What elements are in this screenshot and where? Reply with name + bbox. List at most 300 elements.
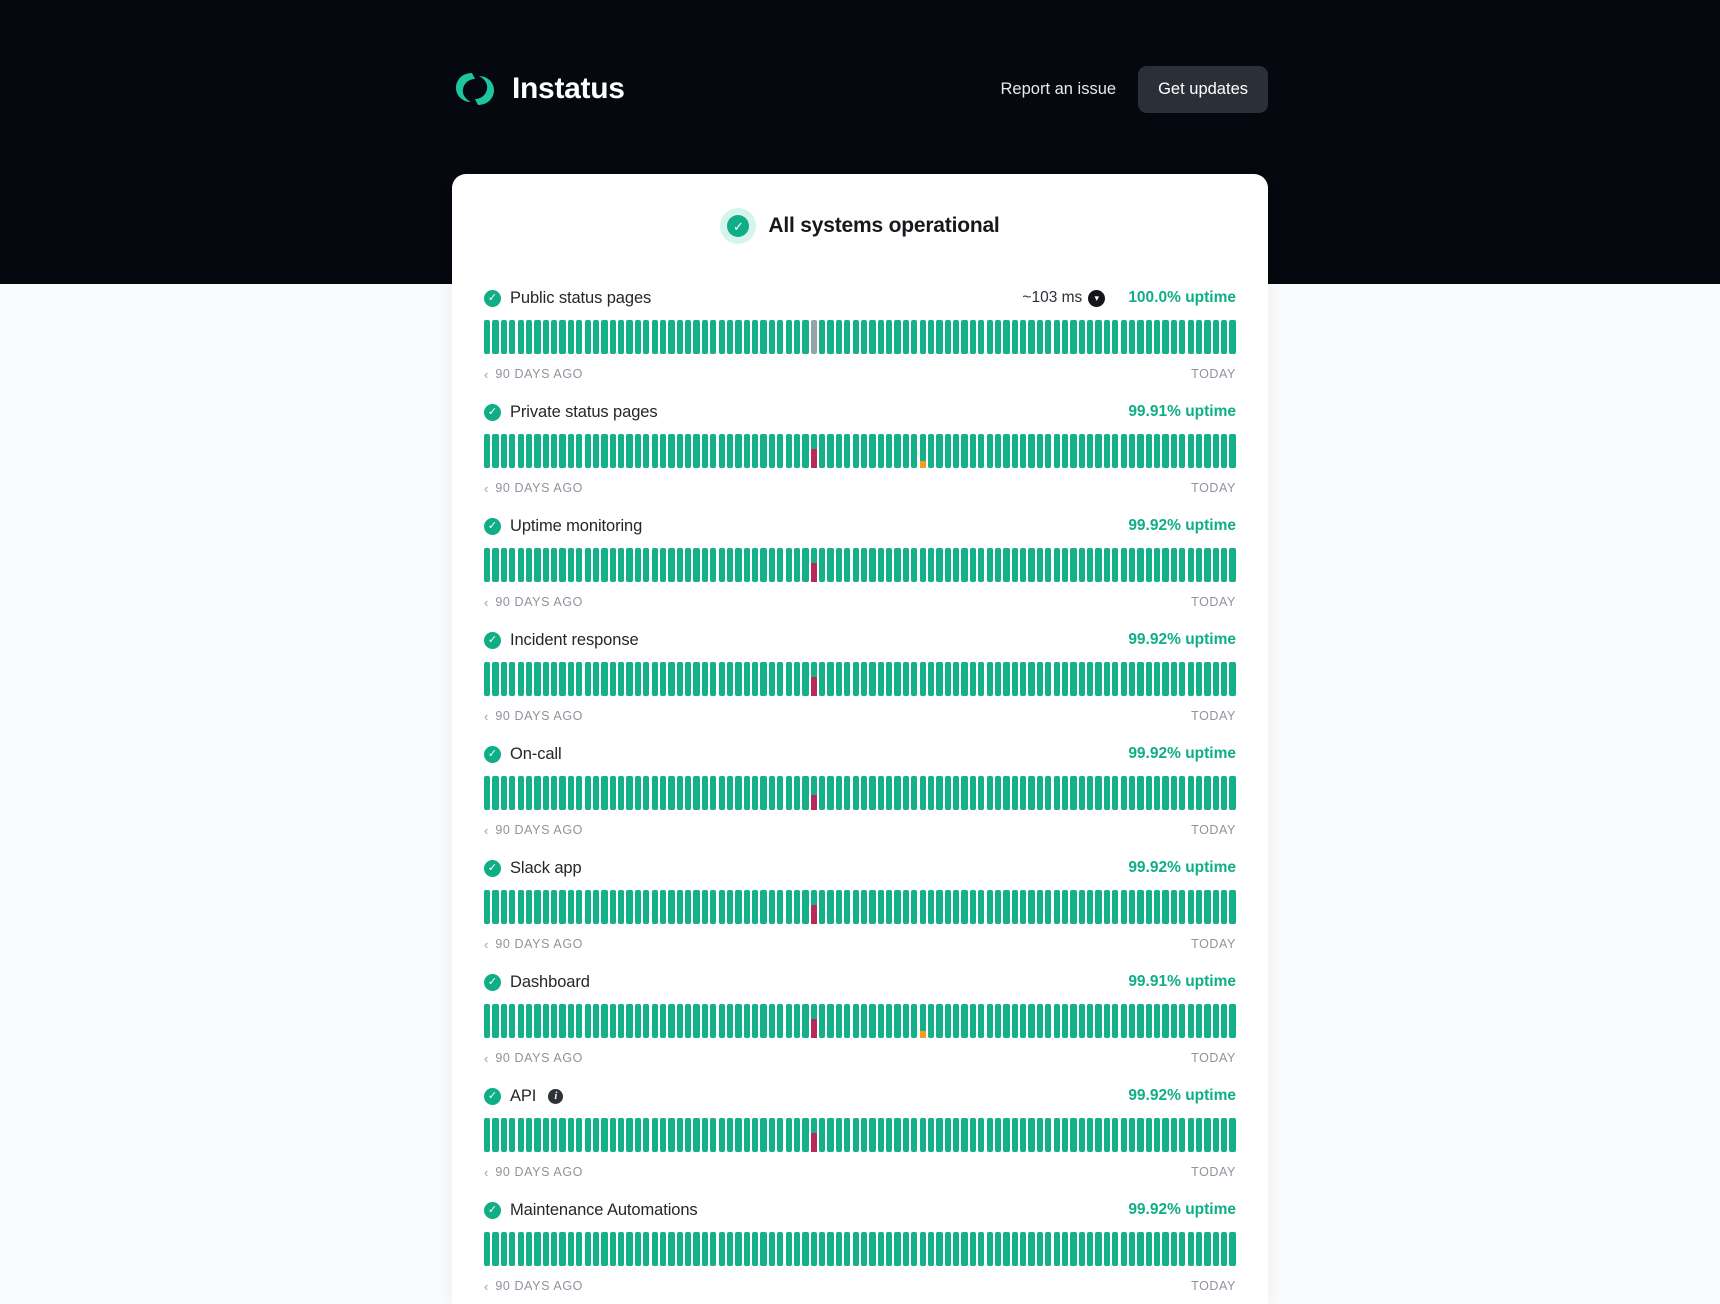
uptime-bar[interactable] <box>1213 1232 1219 1266</box>
uptime-bar[interactable] <box>961 1232 967 1266</box>
uptime-bar[interactable] <box>719 662 725 696</box>
uptime-bar[interactable] <box>1062 662 1068 696</box>
uptime-bar[interactable] <box>652 662 658 696</box>
uptime-bar[interactable] <box>1146 548 1152 582</box>
uptime-bar[interactable] <box>802 320 808 354</box>
uptime-bar[interactable] <box>978 320 984 354</box>
uptime-bar[interactable] <box>693 434 699 468</box>
uptime-bar[interactable] <box>568 1004 574 1038</box>
uptime-bar[interactable] <box>1221 320 1227 354</box>
uptime-bar[interactable] <box>1204 434 1210 468</box>
uptime-bar[interactable] <box>719 776 725 810</box>
uptime-bar[interactable] <box>1079 548 1085 582</box>
uptime-bar[interactable] <box>1028 776 1034 810</box>
uptime-bar[interactable] <box>1062 1004 1068 1038</box>
uptime-bar[interactable] <box>928 1118 934 1152</box>
uptime-bar[interactable] <box>811 890 817 924</box>
uptime-bar[interactable] <box>1028 320 1034 354</box>
uptime-bar[interactable] <box>1079 662 1085 696</box>
uptime-bar[interactable] <box>853 662 859 696</box>
uptime-bar[interactable] <box>593 776 599 810</box>
uptime-bar[interactable] <box>777 1118 783 1152</box>
uptime-bar[interactable] <box>1054 1004 1060 1038</box>
uptime-bar[interactable] <box>1221 1004 1227 1038</box>
uptime-bar[interactable] <box>869 548 875 582</box>
uptime-bar[interactable] <box>769 776 775 810</box>
uptime-bar[interactable] <box>585 1118 591 1152</box>
uptime-bar[interactable] <box>693 662 699 696</box>
uptime-bar[interactable] <box>811 548 817 582</box>
uptime-bar[interactable] <box>1070 662 1076 696</box>
uptime-bar[interactable] <box>484 662 490 696</box>
uptime-bar[interactable] <box>744 776 750 810</box>
uptime-bar[interactable] <box>1204 1118 1210 1152</box>
uptime-bar[interactable] <box>836 776 842 810</box>
uptime-bar[interactable] <box>501 1004 507 1038</box>
uptime-bar[interactable] <box>827 1118 833 1152</box>
uptime-bar[interactable] <box>953 1232 959 1266</box>
uptime-bar[interactable] <box>719 434 725 468</box>
uptime-bar[interactable] <box>936 434 942 468</box>
uptime-bar[interactable] <box>1179 1118 1185 1152</box>
uptime-bar[interactable] <box>727 548 733 582</box>
uptime-bar[interactable] <box>894 1004 900 1038</box>
uptime-bar[interactable] <box>702 320 708 354</box>
uptime-bar[interactable] <box>1087 776 1093 810</box>
uptime-bar[interactable] <box>987 1232 993 1266</box>
uptime-bar[interactable] <box>492 1118 498 1152</box>
chevron-left-icon[interactable]: ‹ <box>484 366 489 382</box>
uptime-bar[interactable] <box>869 1004 875 1038</box>
uptime-bar[interactable] <box>585 548 591 582</box>
uptime-bar[interactable] <box>1229 1118 1235 1152</box>
uptime-bar[interactable] <box>1213 548 1219 582</box>
uptime-bar[interactable] <box>953 320 959 354</box>
uptime-bar[interactable] <box>853 1004 859 1038</box>
uptime-bar[interactable] <box>1054 1118 1060 1152</box>
uptime-bar[interactable] <box>492 320 498 354</box>
uptime-bar[interactable] <box>652 1004 658 1038</box>
uptime-bar[interactable] <box>610 1004 616 1038</box>
uptime-bar[interactable] <box>995 1232 1001 1266</box>
uptime-bar[interactable] <box>1188 548 1194 582</box>
uptime-bar[interactable] <box>551 320 557 354</box>
uptime-bar[interactable] <box>710 1118 716 1152</box>
uptime-bar[interactable] <box>585 1004 591 1038</box>
uptime-bar[interactable] <box>501 434 507 468</box>
uptime-bar[interactable] <box>568 320 574 354</box>
uptime-bar[interactable] <box>920 890 926 924</box>
uptime-bar[interactable] <box>920 662 926 696</box>
uptime-bar[interactable] <box>710 662 716 696</box>
uptime-bar[interactable] <box>886 320 892 354</box>
uptime-bar[interactable] <box>1229 548 1235 582</box>
uptime-bar[interactable] <box>1154 1004 1160 1038</box>
uptime-bar[interactable] <box>760 1004 766 1038</box>
uptime-bar[interactable] <box>1179 320 1185 354</box>
uptime-bar[interactable] <box>1070 1232 1076 1266</box>
uptime-bar[interactable] <box>1062 320 1068 354</box>
uptime-bar[interactable] <box>936 776 942 810</box>
uptime-bar[interactable] <box>945 434 951 468</box>
uptime-bar[interactable] <box>903 434 909 468</box>
uptime-bar[interactable] <box>501 1118 507 1152</box>
uptime-bar[interactable] <box>802 548 808 582</box>
uptime-bar[interactable] <box>752 320 758 354</box>
uptime-bar[interactable] <box>827 1004 833 1038</box>
uptime-bar[interactable] <box>1154 776 1160 810</box>
uptime-bar[interactable] <box>945 662 951 696</box>
uptime-bar[interactable] <box>1003 662 1009 696</box>
uptime-bar[interactable] <box>1188 662 1194 696</box>
uptime-bar[interactable] <box>702 662 708 696</box>
uptime-bar[interactable] <box>1054 548 1060 582</box>
uptime-bar[interactable] <box>559 320 565 354</box>
uptime-bar[interactable] <box>786 662 792 696</box>
uptime-bar[interactable] <box>802 1118 808 1152</box>
chevron-down-icon[interactable]: ▾ <box>1088 290 1105 307</box>
uptime-bar[interactable] <box>660 890 666 924</box>
uptime-bar[interactable] <box>1121 1004 1127 1038</box>
uptime-bar[interactable] <box>878 548 884 582</box>
uptime-bar[interactable] <box>811 320 817 354</box>
uptime-bar[interactable] <box>551 548 557 582</box>
uptime-bar[interactable] <box>961 548 967 582</box>
uptime-bar[interactable] <box>710 1004 716 1038</box>
uptime-bar[interactable] <box>769 548 775 582</box>
uptime-bar[interactable] <box>1146 1232 1152 1266</box>
uptime-bar[interactable] <box>886 662 892 696</box>
uptime-bar[interactable] <box>492 548 498 582</box>
uptime-bar[interactable] <box>802 662 808 696</box>
uptime-bar[interactable] <box>920 1232 926 1266</box>
uptime-bar[interactable] <box>970 434 976 468</box>
uptime-bar[interactable] <box>710 320 716 354</box>
uptime-bar[interactable] <box>593 1118 599 1152</box>
uptime-bar[interactable] <box>995 548 1001 582</box>
uptime-bar[interactable] <box>601 320 607 354</box>
uptime-bar[interactable] <box>1121 434 1127 468</box>
uptime-bar[interactable] <box>1196 1232 1202 1266</box>
uptime-bar[interactable] <box>1045 890 1051 924</box>
uptime-bar[interactable] <box>1121 776 1127 810</box>
uptime-bar[interactable] <box>987 890 993 924</box>
uptime-bar[interactable] <box>719 890 725 924</box>
uptime-bar[interactable] <box>894 1232 900 1266</box>
uptime-bar[interactable] <box>911 320 917 354</box>
uptime-bar[interactable] <box>1179 434 1185 468</box>
uptime-bar[interactable] <box>819 1118 825 1152</box>
uptime-bar[interactable] <box>1003 548 1009 582</box>
uptime-bar[interactable] <box>1129 776 1135 810</box>
uptime-bar[interactable] <box>769 662 775 696</box>
uptime-bar[interactable] <box>1037 1232 1043 1266</box>
uptime-bar[interactable] <box>668 1118 674 1152</box>
uptime-bar[interactable] <box>1045 662 1051 696</box>
uptime-bar[interactable] <box>626 1004 632 1038</box>
uptime-bar[interactable] <box>1171 1004 1177 1038</box>
uptime-bar[interactable] <box>559 548 565 582</box>
uptime-bar[interactable] <box>735 320 741 354</box>
uptime-bar[interactable] <box>961 320 967 354</box>
uptime-bar[interactable] <box>861 662 867 696</box>
uptime-bar[interactable] <box>559 1004 565 1038</box>
uptime-bar[interactable] <box>1171 890 1177 924</box>
uptime-bar[interactable] <box>894 1118 900 1152</box>
uptime-bar[interactable] <box>518 776 524 810</box>
uptime-bar[interactable] <box>727 662 733 696</box>
uptime-bar[interactable] <box>1154 890 1160 924</box>
uptime-bar[interactable] <box>660 1004 666 1038</box>
uptime-bar[interactable] <box>593 1232 599 1266</box>
uptime-bar[interactable] <box>903 776 909 810</box>
uptime-bar[interactable] <box>559 1118 565 1152</box>
uptime-bar[interactable] <box>635 776 641 810</box>
uptime-bar[interactable] <box>551 890 557 924</box>
uptime-bar[interactable] <box>769 434 775 468</box>
uptime-bar[interactable] <box>811 1118 817 1152</box>
uptime-bar[interactable] <box>1229 662 1235 696</box>
uptime-bar[interactable] <box>693 548 699 582</box>
service-latency[interactable] <box>1022 289 1105 307</box>
uptime-bar[interactable] <box>1137 662 1143 696</box>
uptime-bar[interactable] <box>1221 1118 1227 1152</box>
uptime-bar[interactable] <box>1162 776 1168 810</box>
uptime-bar[interactable] <box>1188 1118 1194 1152</box>
uptime-bar[interactable] <box>1045 434 1051 468</box>
uptime-bar[interactable] <box>769 1118 775 1152</box>
uptime-bar[interactable] <box>484 320 490 354</box>
uptime-bar[interactable] <box>1137 548 1143 582</box>
uptime-bar[interactable] <box>626 320 632 354</box>
uptime-bar[interactable] <box>551 1118 557 1152</box>
uptime-bar[interactable] <box>601 776 607 810</box>
uptime-bar[interactable] <box>853 776 859 810</box>
uptime-bar[interactable] <box>518 1004 524 1038</box>
uptime-bar[interactable] <box>1112 662 1118 696</box>
uptime-bar[interactable] <box>903 548 909 582</box>
uptime-bar[interactable] <box>719 548 725 582</box>
uptime-bar[interactable] <box>970 320 976 354</box>
chevron-left-icon[interactable]: ‹ <box>484 1050 489 1066</box>
uptime-bar[interactable] <box>1162 434 1168 468</box>
uptime-bar[interactable] <box>1196 1118 1202 1152</box>
uptime-bar[interactable] <box>903 1232 909 1266</box>
uptime-bar[interactable] <box>1104 320 1110 354</box>
uptime-bar[interactable] <box>886 1004 892 1038</box>
uptime-bar[interactable] <box>1062 1232 1068 1266</box>
uptime-bar[interactable] <box>970 1118 976 1152</box>
uptime-bar[interactable] <box>1104 1004 1110 1038</box>
uptime-bar[interactable] <box>861 434 867 468</box>
uptime-bar[interactable] <box>534 1004 540 1038</box>
uptime-bar[interactable] <box>719 1232 725 1266</box>
uptime-bar[interactable] <box>626 548 632 582</box>
uptime-bar[interactable] <box>652 890 658 924</box>
uptime-bar[interactable] <box>518 662 524 696</box>
uptime-bar[interactable] <box>702 1232 708 1266</box>
uptime-bar[interactable] <box>961 662 967 696</box>
uptime-bar[interactable] <box>928 662 934 696</box>
uptime-bar[interactable] <box>1079 1004 1085 1038</box>
uptime-bar[interactable] <box>920 776 926 810</box>
uptime-bar[interactable] <box>777 1004 783 1038</box>
uptime-bar[interactable] <box>1003 776 1009 810</box>
uptime-bar[interactable] <box>819 662 825 696</box>
uptime-bar[interactable] <box>1213 1004 1219 1038</box>
uptime-bar[interactable] <box>1121 1118 1127 1152</box>
uptime-bar[interactable] <box>819 434 825 468</box>
uptime-bar[interactable] <box>1204 548 1210 582</box>
uptime-bar[interactable] <box>769 1004 775 1038</box>
uptime-bar[interactable] <box>953 1004 959 1038</box>
uptime-bar[interactable] <box>1146 776 1152 810</box>
uptime-bar[interactable] <box>735 776 741 810</box>
uptime-bar[interactable] <box>928 890 934 924</box>
uptime-bar[interactable] <box>1221 1232 1227 1266</box>
uptime-bar[interactable] <box>777 662 783 696</box>
uptime-bar[interactable] <box>660 1118 666 1152</box>
uptime-bar[interactable] <box>995 434 1001 468</box>
uptime-bar[interactable] <box>601 890 607 924</box>
uptime-bar[interactable] <box>836 320 842 354</box>
uptime-bar[interactable] <box>1171 1232 1177 1266</box>
uptime-bar[interactable] <box>526 890 532 924</box>
uptime-bar[interactable] <box>1137 1118 1143 1152</box>
uptime-bar[interactable] <box>1179 1004 1185 1038</box>
uptime-bar[interactable] <box>1095 1004 1101 1038</box>
uptime-bar[interactable] <box>1028 548 1034 582</box>
uptime-bar[interactable] <box>844 662 850 696</box>
uptime-bar[interactable] <box>1087 1004 1093 1038</box>
uptime-bar[interactable] <box>484 1004 490 1038</box>
uptime-bar[interactable] <box>811 776 817 810</box>
uptime-bar[interactable] <box>702 776 708 810</box>
uptime-bar[interactable] <box>794 1004 800 1038</box>
uptime-bar[interactable] <box>1062 1118 1068 1152</box>
uptime-bar[interactable] <box>1221 776 1227 810</box>
uptime-bar[interactable] <box>1037 1118 1043 1152</box>
uptime-bar[interactable] <box>1095 548 1101 582</box>
uptime-bar[interactable] <box>894 548 900 582</box>
uptime-bar[interactable] <box>752 890 758 924</box>
uptime-bar[interactable] <box>652 434 658 468</box>
uptime-bar[interactable] <box>794 434 800 468</box>
uptime-bar[interactable] <box>987 662 993 696</box>
uptime-bar[interactable] <box>1104 1118 1110 1152</box>
uptime-bar[interactable] <box>1162 890 1168 924</box>
uptime-bar[interactable] <box>1154 662 1160 696</box>
uptime-bar[interactable] <box>928 548 934 582</box>
uptime-bar[interactable] <box>1146 662 1152 696</box>
uptime-bar[interactable] <box>978 776 984 810</box>
uptime-bar[interactable] <box>643 890 649 924</box>
uptime-bar[interactable] <box>1037 776 1043 810</box>
uptime-bar[interactable] <box>1221 434 1227 468</box>
uptime-bar[interactable] <box>568 776 574 810</box>
uptime-bar[interactable] <box>1095 434 1101 468</box>
uptime-bar[interactable] <box>685 776 691 810</box>
uptime-bar[interactable] <box>1095 662 1101 696</box>
uptime-bar[interactable] <box>878 1004 884 1038</box>
uptime-bar[interactable] <box>685 1118 691 1152</box>
uptime-bar[interactable] <box>735 890 741 924</box>
uptime-bar[interactable] <box>643 662 649 696</box>
uptime-bar[interactable] <box>610 1232 616 1266</box>
uptime-bar[interactable] <box>752 776 758 810</box>
uptime-bar[interactable] <box>987 320 993 354</box>
uptime-bar[interactable] <box>869 1232 875 1266</box>
uptime-bar[interactable] <box>568 1118 574 1152</box>
uptime-bar[interactable] <box>752 1232 758 1266</box>
uptime-bar[interactable] <box>1079 1118 1085 1152</box>
uptime-bar[interactable] <box>1154 1232 1160 1266</box>
uptime-bar[interactable] <box>601 1004 607 1038</box>
uptime-bar[interactable] <box>786 776 792 810</box>
uptime-bar[interactable] <box>928 320 934 354</box>
uptime-bar[interactable] <box>869 434 875 468</box>
uptime-bar[interactable] <box>719 1118 725 1152</box>
uptime-bar[interactable] <box>652 1232 658 1266</box>
uptime-bar[interactable] <box>1070 434 1076 468</box>
uptime-bar[interactable] <box>1112 1118 1118 1152</box>
uptime-bar[interactable] <box>1062 776 1068 810</box>
uptime-bar[interactable] <box>1112 548 1118 582</box>
uptime-bar[interactable] <box>534 320 540 354</box>
uptime-bar[interactable] <box>853 320 859 354</box>
uptime-bar[interactable] <box>1188 1004 1194 1038</box>
uptime-bar[interactable] <box>886 1118 892 1152</box>
uptime-bar[interactable] <box>643 1118 649 1152</box>
uptime-bar[interactable] <box>970 1232 976 1266</box>
uptime-bar[interactable] <box>945 1118 951 1152</box>
uptime-bar[interactable] <box>936 548 942 582</box>
uptime-bar[interactable] <box>1213 434 1219 468</box>
uptime-bar[interactable] <box>576 434 582 468</box>
uptime-bar[interactable] <box>920 320 926 354</box>
uptime-bar[interactable] <box>593 434 599 468</box>
uptime-bar[interactable] <box>1213 776 1219 810</box>
uptime-bar[interactable] <box>660 776 666 810</box>
uptime-bar[interactable] <box>945 548 951 582</box>
uptime-bar[interactable] <box>585 434 591 468</box>
uptime-bar[interactable] <box>576 1004 582 1038</box>
uptime-bar[interactable] <box>769 890 775 924</box>
uptime-bar[interactable] <box>911 1232 917 1266</box>
uptime-bar[interactable] <box>601 1118 607 1152</box>
uptime-bar[interactable] <box>1054 776 1060 810</box>
uptime-bar[interactable] <box>1020 320 1026 354</box>
uptime-bar[interactable] <box>543 662 549 696</box>
uptime-bar[interactable] <box>811 662 817 696</box>
uptime-bar[interactable] <box>928 1232 934 1266</box>
uptime-bar[interactable] <box>585 320 591 354</box>
uptime-bar[interactable] <box>1204 320 1210 354</box>
uptime-bar[interactable] <box>928 434 934 468</box>
uptime-bar[interactable] <box>593 548 599 582</box>
uptime-bar[interactable] <box>727 434 733 468</box>
uptime-bar[interactable] <box>601 548 607 582</box>
uptime-bar[interactable] <box>903 890 909 924</box>
uptime-bar[interactable] <box>1154 548 1160 582</box>
chevron-left-icon[interactable]: ‹ <box>484 594 489 610</box>
uptime-bar[interactable] <box>1162 320 1168 354</box>
uptime-bar[interactable] <box>668 320 674 354</box>
uptime-bar[interactable] <box>794 320 800 354</box>
uptime-bar[interactable] <box>568 890 574 924</box>
uptime-bar[interactable] <box>585 1232 591 1266</box>
uptime-bar[interactable] <box>677 434 683 468</box>
